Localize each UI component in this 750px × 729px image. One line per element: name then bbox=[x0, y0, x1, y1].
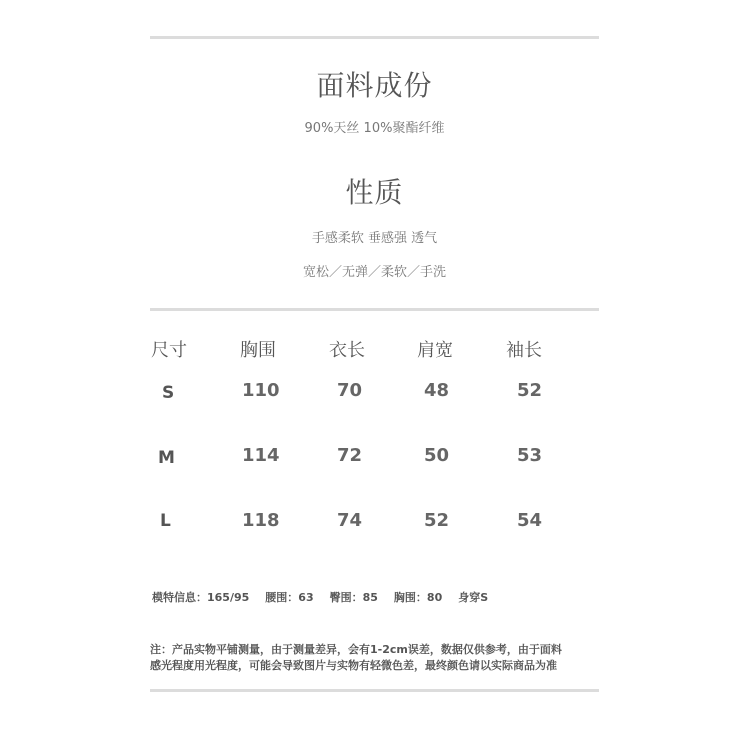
header-sleeve: 袖长 bbox=[506, 340, 542, 361]
bust-value: 110 bbox=[242, 380, 280, 401]
header-bust: 胸围 bbox=[240, 340, 276, 361]
bust-value: 118 bbox=[242, 510, 280, 531]
top-divider bbox=[150, 36, 599, 39]
sleeve-value: 53 bbox=[517, 445, 543, 466]
size-label: M bbox=[158, 448, 175, 468]
property-title: 性质 bbox=[345, 176, 404, 209]
bottom-divider bbox=[150, 689, 599, 692]
length-value: 74 bbox=[337, 510, 363, 531]
header-length: 衣长 bbox=[329, 340, 365, 361]
middle-divider bbox=[150, 308, 599, 311]
note-line-2: 感光程度用光程度，可能会导致图片与实物有轻微色差，最终颜色请以实际商品为准 bbox=[150, 659, 557, 672]
property-feel: 手感柔软 垂感强 透气 bbox=[311, 231, 438, 246]
sleeve-value: 54 bbox=[517, 510, 543, 531]
model-hip: 臀围：85 bbox=[329, 591, 378, 604]
bust-value: 114 bbox=[242, 445, 280, 466]
property-traits: 宽松／无弹／柔软／手洗 bbox=[302, 265, 446, 280]
size-label: L bbox=[160, 511, 171, 531]
length-value: 70 bbox=[337, 380, 363, 401]
length-value: 72 bbox=[337, 445, 363, 466]
shoulder-value: 52 bbox=[424, 510, 450, 531]
fabric-composition: 90%天丝 10%聚酯纤维 bbox=[304, 121, 445, 136]
shoulder-value: 48 bbox=[424, 380, 450, 401]
shoulder-value: 50 bbox=[424, 445, 450, 466]
sleeve-value: 52 bbox=[517, 380, 543, 401]
model-wears: 身穿S bbox=[458, 591, 489, 604]
model-bust: 胸围：80 bbox=[393, 591, 443, 604]
note-line-1: 注：产品实物平铺测量，由于测量差异，会有1-2cm误差，数据仅供参考，由于面料 bbox=[150, 643, 562, 656]
model-height-weight: 模特信息：165/95 bbox=[152, 591, 250, 604]
size-label: S bbox=[162, 383, 175, 403]
header-shoulder: 肩宽 bbox=[417, 340, 453, 361]
model-waist: 腰围：63 bbox=[265, 591, 314, 604]
model-info bbox=[152, 589, 504, 605]
fabric-title: 面料成份 bbox=[316, 69, 433, 102]
header-size: 尺寸 bbox=[151, 340, 187, 361]
